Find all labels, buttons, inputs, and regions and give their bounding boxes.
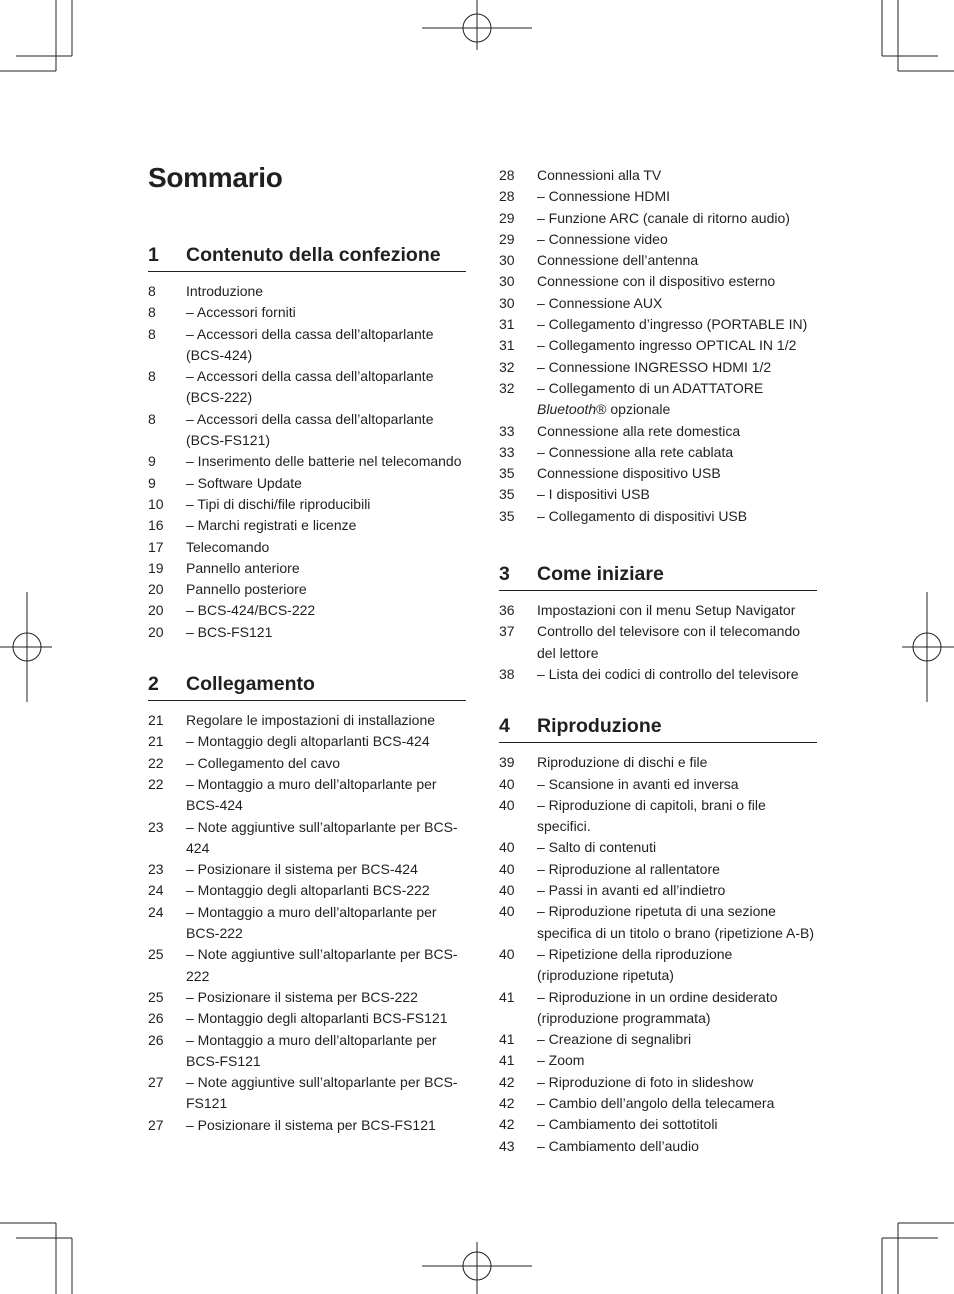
toc-entry-text (537, 314, 817, 335)
toc-entry[interactable] (499, 186, 817, 207)
toc-entry-text (186, 600, 466, 621)
toc-entry-label: – BCS-424/BCS-222 (186, 602, 316, 619)
section-title: Come iniziare (537, 563, 664, 586)
toc-page-number: 23 (148, 818, 164, 835)
toc-entry-label: Connessioni alla TV (537, 167, 662, 183)
toc-entry-text (186, 302, 466, 323)
toc-entry-text (186, 859, 466, 880)
toc-entry-label: Regolare le impostazioni di installazione (186, 712, 436, 729)
toc-entry[interactable] (499, 774, 817, 795)
toc-entry[interactable] (499, 165, 817, 186)
toc-entries (148, 710, 466, 1136)
toc-entry-text (186, 622, 466, 643)
toc-page-number: 40 (499, 903, 515, 920)
toc-entry[interactable] (499, 250, 817, 271)
toc-entry[interactable] (499, 378, 817, 421)
toc-entry-text (186, 987, 466, 1008)
toc-entry-label: Controllo del televisore con il telecomando del lettore (537, 623, 801, 661)
toc-entry[interactable] (148, 451, 466, 472)
toc-entry-text (537, 987, 817, 1030)
toc-page-number: 26 (148, 1010, 164, 1027)
toc-page-number: 26 (148, 1031, 164, 1048)
toc-page-number: 35 (499, 465, 515, 482)
toc-page-number: 8 (148, 304, 156, 321)
toc-entry-text (186, 1030, 466, 1073)
toc-entry-text (537, 795, 817, 838)
toc-entry-text (537, 293, 817, 314)
toc-page-number: 32 (499, 358, 515, 375)
toc-entry-text (537, 1029, 817, 1050)
toc-entry-label: – Connessione AUX (537, 294, 663, 311)
toc-page-number: 40 (499, 860, 515, 877)
toc-page-number: 22 (148, 754, 164, 771)
toc-entry[interactable] (148, 281, 466, 302)
toc-entry-label: – Passi in avanti ed all’indietro (537, 882, 726, 899)
toc-entry-label: – Riproduzione in un ordine desiderato (riproduzione programmata) (537, 988, 778, 1026)
section-heading (499, 563, 817, 591)
toc-page-number: 36 (499, 602, 515, 619)
toc-entry[interactable] (499, 484, 817, 505)
toc-entry[interactable] (148, 774, 466, 817)
toc-entry-label: – Cambiamento dell’audio (537, 1137, 699, 1154)
toc-page-number: 33 (499, 422, 515, 439)
toc-page-number: 38 (499, 665, 515, 682)
toc-entry-label: – Software Update (186, 474, 302, 491)
toc-entry[interactable] (148, 1072, 466, 1115)
toc-page-number: 41 (499, 1052, 515, 1069)
toc-entry[interactable] (499, 752, 817, 773)
toc-entry[interactable] (499, 837, 817, 858)
toc-page-number: 17 (148, 538, 164, 555)
toc-entry-text (537, 421, 817, 442)
toc-entry-label: – Accessori della cassa dell’altoparlante (BCS-424) (186, 325, 434, 363)
toc-entry-label: – Tipi di dischi/file riproducibili (186, 495, 371, 512)
toc-entry-label: – Montaggio a muro dell’altoparlante per BCS-424 (186, 775, 437, 814)
section-title: Riproduzione (537, 715, 662, 738)
toc-entry-text (186, 710, 466, 731)
toc-entry[interactable] (148, 558, 466, 579)
toc-page-number: 22 (148, 775, 164, 792)
toc-entry[interactable] (148, 731, 466, 752)
toc-page-number: 40 (499, 796, 515, 813)
toc-entry-label: – Accessori forniti (186, 304, 296, 321)
toc-entry-text (186, 902, 466, 945)
section-number: 1 (148, 244, 159, 266)
toc-entry[interactable] (148, 880, 466, 901)
toc-section (499, 715, 817, 1157)
toc-entry-text (537, 1072, 817, 1093)
toc-entry[interactable] (499, 314, 817, 335)
toc-section (148, 244, 466, 643)
toc-entry-text (537, 1093, 817, 1114)
toc-page-number: 29 (499, 209, 515, 226)
toc-entry-label: – Accessori della cassa dell’altoparlante (BCS-222) (186, 368, 434, 406)
toc-entry[interactable] (499, 208, 817, 229)
toc-entry-label: – Marchi registrati e licenze (186, 517, 357, 534)
toc-entry-text (537, 271, 817, 292)
toc-entry[interactable] (148, 537, 466, 558)
toc-entry-label: – Posizionare il sistema per BCS-424 (186, 861, 418, 878)
toc-entry-text (537, 378, 817, 421)
toc-entry[interactable] (499, 1029, 817, 1050)
toc-entry-label: – Montaggio degli altoparlanti BCS-222 (186, 882, 430, 899)
toc-entry-text (537, 621, 817, 664)
toc-entries (499, 165, 817, 527)
toc-entry[interactable] (499, 293, 817, 314)
toc-entry-label: – Accessori della cassa dell’altoparlante (BCS-FS121) (186, 410, 434, 449)
toc-entry[interactable] (499, 795, 817, 838)
toc-page-number: 39 (499, 754, 515, 771)
toc-entry[interactable] (148, 753, 466, 774)
toc-entry[interactable] (499, 944, 817, 987)
toc-entries (499, 600, 817, 685)
toc-page-number: 43 (499, 1137, 515, 1154)
toc-entry[interactable] (148, 902, 466, 945)
toc-page-number: 28 (499, 167, 515, 183)
toc-entry-text (186, 409, 466, 452)
toc-entry-text (537, 506, 817, 527)
toc-entry-text (537, 901, 817, 944)
toc-entry[interactable] (148, 324, 466, 367)
toc-entry-text (186, 451, 466, 472)
toc-entry[interactable] (148, 622, 466, 643)
toc-entry[interactable] (148, 366, 466, 409)
toc-entry-text (537, 463, 817, 484)
toc-entry-label: – Cambiamento dei sottotitoli (537, 1116, 718, 1133)
toc-left-column (148, 244, 466, 1166)
toc-entry-text (186, 944, 466, 987)
toc-entry-label: Riproduzione di dischi e file (537, 754, 708, 771)
toc-entry[interactable] (499, 600, 817, 621)
toc-entry-label: – Scansione in avanti ed inversa (537, 775, 739, 792)
toc-entry[interactable] (148, 494, 466, 515)
toc-page-number: 30 (499, 273, 515, 290)
toc-entry[interactable] (499, 271, 817, 292)
toc-page-number: 20 (148, 602, 164, 619)
toc-entry[interactable] (499, 987, 817, 1030)
toc-entry[interactable] (499, 1136, 817, 1157)
toc-entry-text (537, 1136, 817, 1157)
toc-page-number: 37 (499, 623, 515, 640)
toc-page-number: 27 (148, 1074, 164, 1091)
toc-entry-label: – Connessione HDMI (537, 188, 671, 205)
toc-entry[interactable] (499, 357, 817, 378)
toc-entry-text (537, 208, 817, 229)
toc-entry-label: – Montaggio a muro dell’altoparlante per BCS-FS121 (186, 1031, 437, 1069)
toc-entry[interactable] (499, 1093, 817, 1114)
toc-entry-text (186, 1115, 466, 1136)
toc-entry-label: – I dispositivi USB (537, 486, 650, 503)
toc-entry[interactable] (499, 880, 817, 901)
toc-page-number: 35 (499, 507, 515, 524)
toc-page-number: 8 (148, 410, 156, 427)
toc-entry[interactable] (148, 1030, 466, 1073)
toc-entry-label: Connessione dispositivo USB (537, 465, 721, 482)
toc-entry-suffix: ® opzionale (596, 401, 671, 418)
toc-entry-label: – BCS-FS121 (186, 623, 273, 640)
toc-page-number: 25 (148, 988, 164, 1005)
toc-entry-label: Pannello posteriore (186, 581, 307, 598)
toc-entry-text (186, 515, 466, 536)
toc-page-number: 8 (148, 325, 156, 342)
toc-entry-label: – Connessione alla rete cablata (537, 443, 734, 460)
toc-page-number: 32 (499, 379, 515, 396)
toc-page-number: 42 (499, 1116, 515, 1133)
registration-mark-right (902, 592, 954, 702)
toc-page-number: 31 (499, 316, 515, 333)
toc-entry-label: – Collegamento di dispositivi USB (537, 507, 748, 524)
toc-page-number: 41 (499, 988, 515, 1005)
toc-page-number: 40 (499, 882, 515, 899)
toc-entry-text (537, 880, 817, 901)
toc-entry-text (186, 537, 466, 558)
toc-page-number: 21 (148, 733, 164, 750)
toc-page-number: 27 (148, 1116, 164, 1133)
toc-entry-text (186, 324, 466, 367)
section-heading (499, 715, 817, 743)
toc-entry-label: – Zoom (537, 1052, 585, 1069)
toc-entry[interactable] (499, 335, 817, 356)
toc-entry-label: Connessione dell’antenna (537, 252, 699, 269)
toc-entry-text (537, 229, 817, 250)
toc-entry-label: – Inserimento delle batterie nel telecomando (186, 453, 462, 470)
section-heading (148, 244, 466, 272)
toc-entry-text (186, 1008, 466, 1029)
toc-entry-label: – Collegamento ingresso OPTICAL IN 1/2 (537, 337, 797, 354)
toc-entry-text (537, 357, 817, 378)
toc-page-number: 16 (148, 517, 164, 534)
toc-entry-text (537, 165, 817, 186)
section-number: 4 (499, 715, 510, 738)
toc-entry[interactable] (148, 409, 466, 452)
toc-entry-label: – Salto di contenuti (537, 839, 657, 856)
toc-page-number: 24 (148, 882, 164, 899)
toc-entry-text (537, 944, 817, 987)
toc-page-number: 20 (148, 623, 164, 640)
toc-page-number: 28 (499, 188, 515, 205)
toc-section (499, 563, 817, 685)
toc-page-number: 42 (499, 1073, 515, 1090)
page-title: Sommario (148, 162, 283, 193)
toc-page-number: 23 (148, 861, 164, 878)
toc-right-column (499, 165, 817, 1187)
toc-entry-label: – Lista dei codici di controllo del televisore (537, 665, 799, 682)
section-title: Collegamento (186, 673, 315, 696)
toc-entry-label: – Collegamento di un ADATTATORE (537, 379, 764, 396)
toc-entry-text (186, 494, 466, 515)
toc-entry[interactable] (148, 302, 466, 323)
toc-entry-label: – Collegamento d’ingresso (PORTABLE IN) (537, 316, 808, 333)
toc-entry-label: – Note aggiuntive sull’altoparlante per BCS-424 (186, 818, 458, 856)
toc-entry-text (537, 1114, 817, 1135)
toc-entry[interactable] (148, 1008, 466, 1029)
toc-entry-text (537, 335, 817, 356)
toc-entry-text (537, 859, 817, 880)
toc-continuation (499, 165, 817, 527)
registration-mark-bottom (422, 1242, 532, 1294)
toc-entry-text (186, 281, 466, 302)
toc-entry[interactable] (148, 944, 466, 987)
toc-entry-italic: Bluetooth (537, 401, 597, 418)
toc-entry-label: – Connessione INGRESSO HDMI 1/2 (537, 358, 772, 375)
registration-mark-top (422, 0, 532, 50)
toc-section (148, 673, 466, 1136)
toc-entry[interactable] (148, 1115, 466, 1136)
toc-page-number: 10 (148, 495, 164, 512)
toc-page-number: 35 (499, 486, 515, 503)
toc-entry-text (186, 558, 466, 579)
toc-entry-label: – Ripetizione della riproduzione (riproduzione ripetuta) (537, 945, 733, 984)
toc-page-number: 41 (499, 1031, 515, 1048)
toc-entry-label: – Montaggio degli altoparlanti BCS-424 (186, 733, 430, 750)
toc-entry-text (186, 753, 466, 774)
section-title: Contenuto della confezione (186, 244, 441, 266)
toc-page-number: 40 (499, 945, 515, 962)
toc-page-number: 21 (148, 712, 164, 729)
toc-entry[interactable] (499, 621, 817, 664)
toc-page-number: 42 (499, 1094, 515, 1111)
toc-page-number: 25 (148, 946, 164, 963)
toc-entries (148, 281, 466, 643)
toc-page-number: 31 (499, 337, 515, 354)
toc-entry[interactable] (148, 817, 466, 860)
toc-entry-text (186, 473, 466, 494)
toc-entry-label: – Riproduzione ripetuta di una sezione specifica di un titolo o brano (ripetizione A-B) (537, 903, 815, 941)
toc-entry-label: – Collegamento del cavo (186, 754, 341, 771)
toc-entry[interactable] (499, 442, 817, 463)
toc-page-number: 24 (148, 903, 164, 920)
toc-entry-label: – Creazione di segnalibri (537, 1031, 692, 1048)
toc-entry-label: Connessione alla rete domestica (537, 422, 741, 439)
toc-entry-text (537, 442, 817, 463)
toc-entry-text (186, 880, 466, 901)
toc-entry-label: – Cambio dell’angolo della telecamera (537, 1094, 775, 1111)
toc-entry-label: – Riproduzione di foto in slideshow (537, 1073, 754, 1090)
toc-entry[interactable] (148, 600, 466, 621)
toc-entry-label: – Montaggio degli altoparlanti BCS-FS121 (186, 1010, 448, 1027)
toc-entry-label: Connessione con il dispositivo esterno (537, 273, 776, 290)
toc-entry[interactable] (148, 515, 466, 536)
toc-page-number: 9 (148, 474, 156, 491)
toc-page-number: 33 (499, 443, 515, 460)
toc-entry-text (186, 366, 466, 409)
toc-entry-text (537, 250, 817, 271)
toc-entry[interactable] (499, 1050, 817, 1071)
toc-page-number: 40 (499, 839, 515, 856)
toc-entry-text (537, 752, 817, 773)
toc-entry-text (537, 484, 817, 505)
toc-entry-label: – Note aggiuntive sull’altoparlante per BCS-222 (186, 946, 458, 984)
toc-entry[interactable] (148, 710, 466, 731)
toc-entry-label: – Posizionare il sistema per BCS-FS121 (186, 1116, 436, 1133)
toc-page-number: 30 (499, 294, 515, 311)
toc-page-number: 29 (499, 230, 515, 247)
toc-page-number: 8 (148, 283, 156, 299)
toc-page-number: 30 (499, 252, 515, 269)
toc-entry-text (186, 579, 466, 600)
toc-entry[interactable] (499, 463, 817, 484)
toc-entry-text (186, 731, 466, 752)
registration-mark-left (0, 592, 52, 702)
section-heading (148, 673, 466, 701)
toc-entry-label: – Montaggio a muro dell’altoparlante per BCS-222 (186, 903, 437, 942)
toc-entry-label: – Riproduzione al rallentatore (537, 860, 720, 877)
toc-entry-label: – Note aggiuntive sull’altoparlante per BCS-FS121 (186, 1074, 458, 1112)
toc-entry[interactable] (499, 421, 817, 442)
toc-entry-label: – Connessione video (537, 230, 668, 247)
toc-entry[interactable] (499, 901, 817, 944)
toc-entry-text (537, 774, 817, 795)
toc-entry[interactable] (148, 859, 466, 880)
toc-entry-text (537, 1050, 817, 1071)
toc-entry[interactable] (499, 229, 817, 250)
toc-entry[interactable] (499, 859, 817, 880)
toc-entry-text (186, 774, 466, 817)
toc-entry[interactable] (148, 473, 466, 494)
toc-entry-text (537, 186, 817, 207)
section-number: 3 (499, 563, 510, 586)
toc-page-number: 40 (499, 775, 515, 792)
toc-entry-text (537, 664, 817, 685)
toc-entry-text (537, 837, 817, 858)
toc-entry-text (537, 600, 817, 621)
toc-entry[interactable] (499, 664, 817, 685)
toc-entry-label: – Riproduzione di capitoli, brani o file specifici. (537, 796, 766, 835)
toc-entry-label: Introduzione (186, 283, 264, 299)
toc-entry[interactable] (499, 1072, 817, 1093)
toc-entry-label: Telecomando (186, 538, 270, 555)
toc-entry-label: – Posizionare il sistema per BCS-222 (186, 988, 418, 1005)
toc-entry[interactable] (148, 579, 466, 600)
toc-entry-label: – Funzione ARC (canale di ritorno audio) (537, 209, 790, 226)
toc-entry-label: Impostazioni con il menu Setup Navigator (537, 602, 796, 619)
toc-entry-text (186, 1072, 466, 1115)
toc-page-number: 9 (148, 453, 156, 470)
toc-entry[interactable] (499, 506, 817, 527)
toc-page-number: 20 (148, 581, 164, 598)
toc-entry[interactable] (499, 1114, 817, 1135)
toc-entry-text (186, 817, 466, 860)
toc-entry[interactable] (148, 987, 466, 1008)
toc-entry-label: Pannello anteriore (186, 559, 300, 576)
section-number: 2 (148, 673, 159, 696)
toc-page-number: 8 (148, 368, 156, 385)
toc-page-number: 19 (148, 559, 164, 576)
toc-entries (499, 752, 817, 1157)
